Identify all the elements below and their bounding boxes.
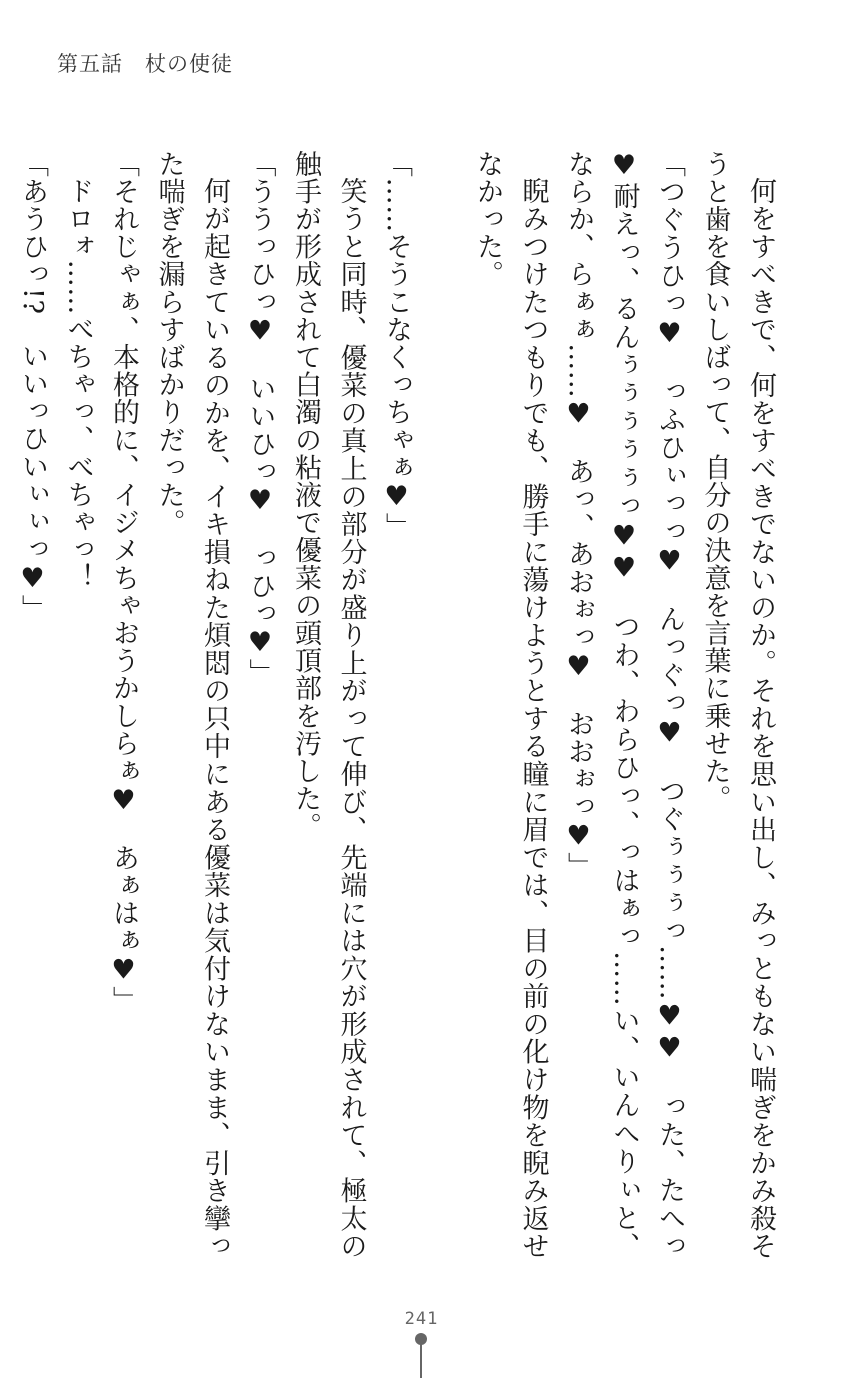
- dialogue-paragraph: 「あうひっ!? いいっひいぃぃっ♥」: [17, 150, 48, 623]
- dialogue-paragraph: 「つぐうひっ♥ っふひぃっっ♥ んっぐっ♥ つぐぅぅぅっ……♥♥ った、たへっ♥耐えっ、るんぅぅぅぅぅっ♥♥ つわ、わらひっ、っはぁっ……い、いんへりぃと、ならか、らぁぁ……♥ あっ、あおぉっ♥ おおぉっ♥」: [563, 150, 685, 1260]
- blank-line: [419, 150, 465, 1260]
- narration-paragraph: 何が起きているのかを、イキ損ねた煩悶の只中にある優菜は気付けないまま、引き攣った喘ぎを漏らすばかりだった。: [153, 150, 230, 1260]
- chapter-title: 杖の使徒: [145, 52, 233, 76]
- page-marker-line: [420, 1340, 422, 1378]
- chapter-number: 第五話: [57, 52, 123, 76]
- novel-body-text: [10, 150, 784, 1260]
- running-header: [57, 48, 233, 78]
- narration-paragraph: 何をすべきで、何をすべきでないのか。それを思い出し、みっともない喘ぎをかみ殺そうと歯を食いしばって、自分の決意を言葉に乗せた。: [699, 150, 776, 1260]
- narration-paragraph: 笑うと同時、優菜の真上の部分が盛り上がって伸び、先端には穴が形成されて、極太の触手が形成されて白濁の粘液で優菜の頭頂部を汚した。: [290, 150, 367, 1260]
- narration-paragraph: 睨みつけたつもりでも、勝手に蕩けようとする瞳に眉では、目の前の化け物を睨み返せなかった。: [472, 150, 549, 1260]
- page-number: 241: [404, 1309, 439, 1329]
- dialogue-paragraph: 「……そうこなくっちゃぁ♥」: [381, 150, 412, 541]
- dialogue-paragraph: 「それじゃぁ、本格的に、イジメちゃおうかしらぁ♥ あぁはぁ♥」: [108, 150, 139, 1014]
- dialogue-paragraph: 「ううっひっ♥ いいひっ♥ っひっ♥」: [244, 150, 276, 687]
- narration-paragraph: ドロォ……べちゃっ、べちゃっ！: [62, 177, 94, 591]
